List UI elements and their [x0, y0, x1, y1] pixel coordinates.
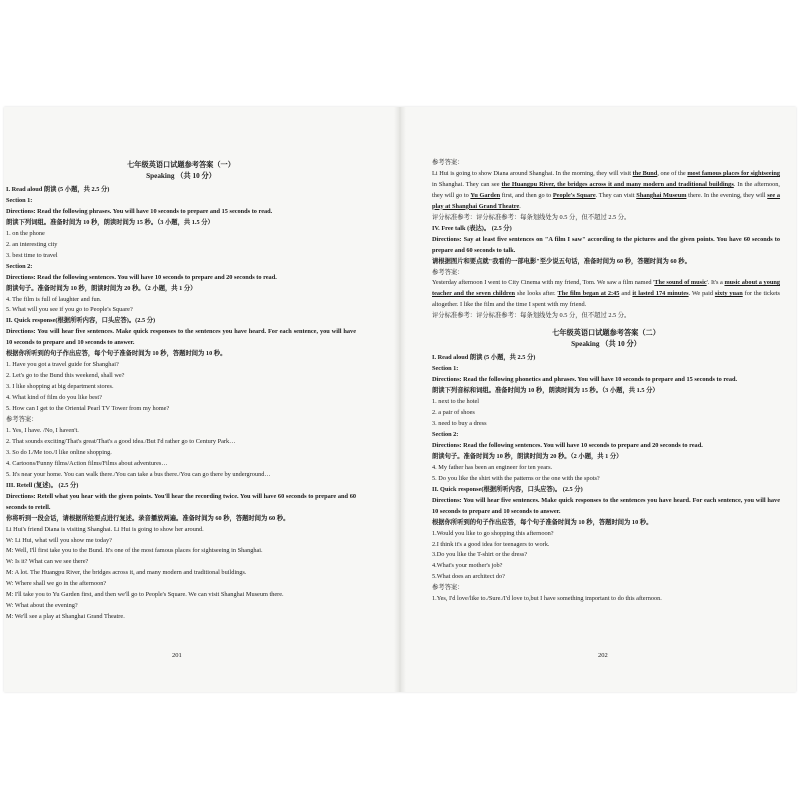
list-item: 4.What's your mother's job?: [432, 562, 503, 570]
answer-text: . We paid: [688, 290, 715, 298]
section-heading: I. Read aloud 朗读 (5 小题，共 2.5 分): [432, 354, 536, 362]
scoring-note: 评分标准参考：评分标准参考：每条划线处为 0.5 分，但不超过 2.5 分。: [432, 312, 631, 320]
answer-text: .: [519, 202, 521, 210]
answer-text: . In the afternoon, they will go to: [432, 180, 780, 199]
list-item: 5. Do you like the shirt with the patterns or the one with the spots?: [432, 474, 600, 482]
right-page-title: [432, 328, 780, 349]
directions-cn: 根据你所听到的句子作出应答，每个句子准备时间为 10 秒，答题时间为 10 秒。: [6, 350, 227, 358]
directions-cn: 你将听到一段会话，请根据所给要点进行复述。录音播放两遍。准备时间为 60 秒，答题时间为 60 秒。: [6, 514, 290, 522]
key-point: Shanghai Museum: [636, 191, 687, 199]
list-item: 3. I like shopping at big department stores.: [6, 383, 114, 391]
directions-cn: 朗读句子。准备时间为 10 秒，朗读时间为 20 秒。（2 小题，共 1 分）: [432, 452, 623, 460]
key-point: music about a young teacher and the seven children: [432, 279, 780, 298]
page-number-left: 201: [172, 652, 182, 659]
list-item: 1.Would you like to go shopping this afternoon?: [432, 529, 554, 537]
dialogue-line: M: I'll take you to Yu Garden first, and then we'll go to People's Square. We can visit Shanghai Museum there.: [6, 591, 284, 599]
list-item: 3.Do you like the T-shirt or the dress?: [432, 551, 528, 559]
list-item: 5. What will you see if you go to People's Square?: [6, 306, 133, 314]
directions-en: Directions: Read the following sentences. You will have 10 seconds to prepare and 20 seconds to read.: [6, 273, 277, 281]
key-point: People's Square: [552, 191, 596, 199]
list-item: 4. What kind of film do you like best?: [6, 394, 102, 402]
list-item: 2. Let's go to the Bund this weekend, shall we?: [6, 372, 125, 380]
answer-text: and: [619, 290, 633, 298]
answer-text: she looks after.: [515, 290, 558, 298]
dialogue-line: W: Is it? What can we see there?: [6, 558, 89, 566]
section-heading: III. Retell (复述)。 (2.5 分): [6, 481, 79, 489]
dialogue-line: W: Li Hui, what will you show me today?: [6, 536, 112, 544]
left-title-en: Speaking （共 10 分）: [146, 171, 216, 180]
list-item: 2. an interesting city: [6, 240, 58, 248]
directions-cn: 请根据图片和要点就"我看的一部电影"至少说五句话，准备时间为 60 秒，答题时间为 60 秒。: [432, 257, 691, 265]
answer-text: for the tickets altogether. I like the film and the time I spent with my friend.: [432, 290, 780, 309]
right-title-cn: 七年级英语口试题参考答案（二）: [552, 329, 660, 338]
book-gutter: [394, 107, 406, 692]
key-point: the Huangpu River, the bridges across it and many modern and traditional buildings: [501, 180, 734, 188]
answer-text: in Shanghai. They can see: [432, 180, 502, 188]
section-heading: I. Read aloud 朗读 (5 小题，共 2.5 分): [6, 186, 110, 193]
dialogue-intro: Li Hui's friend Diana is visiting Shanghai. Li Hui is going to show her around.: [6, 525, 204, 533]
directions-en: Directions: Read the following sentences. You will have 10 seconds to prepare and 20 seconds to read.: [432, 441, 703, 449]
answer-text: , one of the: [657, 169, 688, 177]
left-page-title: [6, 160, 356, 181]
reference-answer-label: 参考答案：: [432, 268, 464, 276]
free-talk-answer-paragraph: [432, 278, 780, 311]
dialogue-line: W: What about the evening?: [6, 602, 78, 610]
page-number-right: 202: [598, 652, 608, 659]
key-point: see a play at Shanghai Grand Theatre: [432, 191, 781, 210]
list-item: 3. best time to travel: [6, 251, 58, 259]
reference-answer-label: 参考答案：: [432, 159, 464, 166]
directions-en: Directions: Read the following phrases. You will have 10 seconds to prepare and 15 seconds to read.: [6, 207, 273, 215]
key-point: sixty yuan: [714, 290, 743, 298]
retell-answer-paragraph: [432, 169, 780, 213]
directions-cn: 朗读句子。准备时间为 10 秒，朗读时间为 20 秒。（2 小题，共 1 分）: [6, 284, 197, 292]
section-label: Section 1:: [432, 365, 459, 373]
answer-item: 5. It's near your home. You can walk there./You can take a bus there./You can go there by underground…: [6, 470, 271, 478]
scoring-note: 评分标准参考：评分标准参考：每条划线处为 0.5 分，但不超过 2.5 分。: [432, 213, 631, 221]
answer-item: 3. So do I./Me too./I like online shopping.: [6, 448, 112, 456]
directions-cn: 朗读下列词组。准备时间为 10 秒，朗读时间为 15 秒。（3 小题，共 1.5 分）: [6, 218, 214, 226]
key-point: the Bund: [632, 169, 658, 177]
answer-text: '. It's a: [706, 279, 725, 287]
key-point: The film began at 2:45: [557, 290, 620, 298]
answer-item: 2. That sounds exciting/That's great/That's a good idea./But I'd rather go to Century Park…: [6, 437, 236, 445]
directions-cn: 根据你所听到的句子作出应答，每个句子准备时间为 10 秒，答题时间为 10 秒。: [432, 518, 653, 526]
right-page: [432, 158, 780, 605]
key-point: most famous places for sightseeing: [687, 169, 780, 177]
dialogue-line: M: We'll see a play at Shanghai Grand Theatre.: [6, 613, 125, 621]
list-item: 5. How can I get to the Oriental Pearl TV Tower from my home?: [6, 405, 170, 413]
dialogue-line: M: Well, I'll first take you to the Bund. It's one of the most famous places for sightseeing in Shanghai.: [6, 547, 263, 555]
section-label: Section 2:: [432, 430, 459, 438]
answer-text: Li Hui is going to show Diana around Shanghai. In the morning, they will visit: [432, 169, 633, 177]
list-item: 1. Have you got a travel guide for Shanghai?: [6, 361, 119, 369]
directions-cn: 朗读下列音标和词组。准备时间为 10 秒，朗读时间为 15 秒。（3 小题，共 1.5 分）: [432, 387, 659, 395]
list-item: 2.I think it's a good idea for teenagers to work.: [432, 540, 550, 548]
key-point: it lasted 174 minutes: [632, 290, 689, 298]
list-item: 1. next to the hotel: [432, 398, 480, 406]
answer-text: . They can visit: [595, 191, 637, 199]
list-item: 3. need to buy a dress: [432, 420, 487, 428]
directions-en: Directions: Say at least five sentences on "A film I saw" according to the pictures and the given points. You have 60 seconds to prepare and 60 seconds to talk.: [432, 235, 780, 254]
list-item: 4. The film is full of laughter and fun.: [6, 295, 102, 303]
section-heading: IV. Free talk (表达)。 (2.5 分): [432, 224, 512, 232]
answer-text: Yesterday afternoon I went to City Cinema with my friend, Tom. We saw a film named ': [432, 279, 655, 287]
answer-item: 1.Yes, I'd love/like to./Sure./I'd love to,but I have something important to do this afternoon.: [432, 595, 662, 603]
section-heading: II. Quick response(根据所听内容，口头应答)。(2.5 分): [6, 317, 156, 325]
key-point: The sound of music: [654, 279, 707, 287]
reference-answer-label: 参考答案：: [6, 416, 38, 424]
answer-text: there. In the evening, they will: [686, 191, 768, 199]
section-label: Section 1:: [6, 196, 33, 204]
left-page: [6, 158, 356, 623]
list-item: 1. on the phone: [6, 229, 45, 237]
directions-en: Directions: Retell what you hear with the given points. You'll hear the recording twice. You will have 60 seconds to prepare and 60 seconds to retell.: [6, 492, 356, 511]
dialogue-line: W: Where shall we go in the afternoon?: [6, 580, 107, 588]
answer-text: first, and then go to: [500, 191, 553, 199]
key-point: Yu Garden: [470, 191, 501, 199]
directions-en: Directions: You will hear five sentences. Make quick responses to the sentences you have heard. For each sentence, you will have 10 seconds to prepare and 10 seconds to answer.: [6, 328, 356, 347]
section-label: Section 2:: [6, 262, 33, 270]
list-item: 5.What does an architect do?: [432, 573, 505, 581]
list-item: 4. My father has been an engineer for ten years.: [432, 463, 553, 471]
answer-item: 4. Cartoons/Funny films/Action films/Films about adventures…: [6, 459, 168, 467]
left-title-cn: 七年级英语口试题参考答案（一）: [127, 161, 235, 169]
list-item: 2. a pair of shoes: [432, 409, 475, 417]
reference-answer-label: 参考答案：: [432, 584, 464, 592]
answer-item: 1. Yes, I have. /No, I haven't.: [6, 426, 79, 434]
right-title-en: Speaking （共 10 分）: [571, 339, 641, 348]
directions-en: Directions: Read the following phonetics and phrases. You will have 10 seconds to prepare and 15 seconds to read.: [432, 376, 738, 384]
dialogue-line: M: A lot. The Huangpu River, the bridges across it, and many modern and traditional buildings.: [6, 569, 247, 577]
directions-en: Directions: You will hear five sentences. Make quick responses to the sentences you have heard. For each sentence, you will have 10 seconds to prepare and 10 seconds to answer.: [432, 496, 780, 515]
section-heading: II. Quick response(根据所听内容，口头应答)。 (2.5 分): [432, 485, 583, 493]
